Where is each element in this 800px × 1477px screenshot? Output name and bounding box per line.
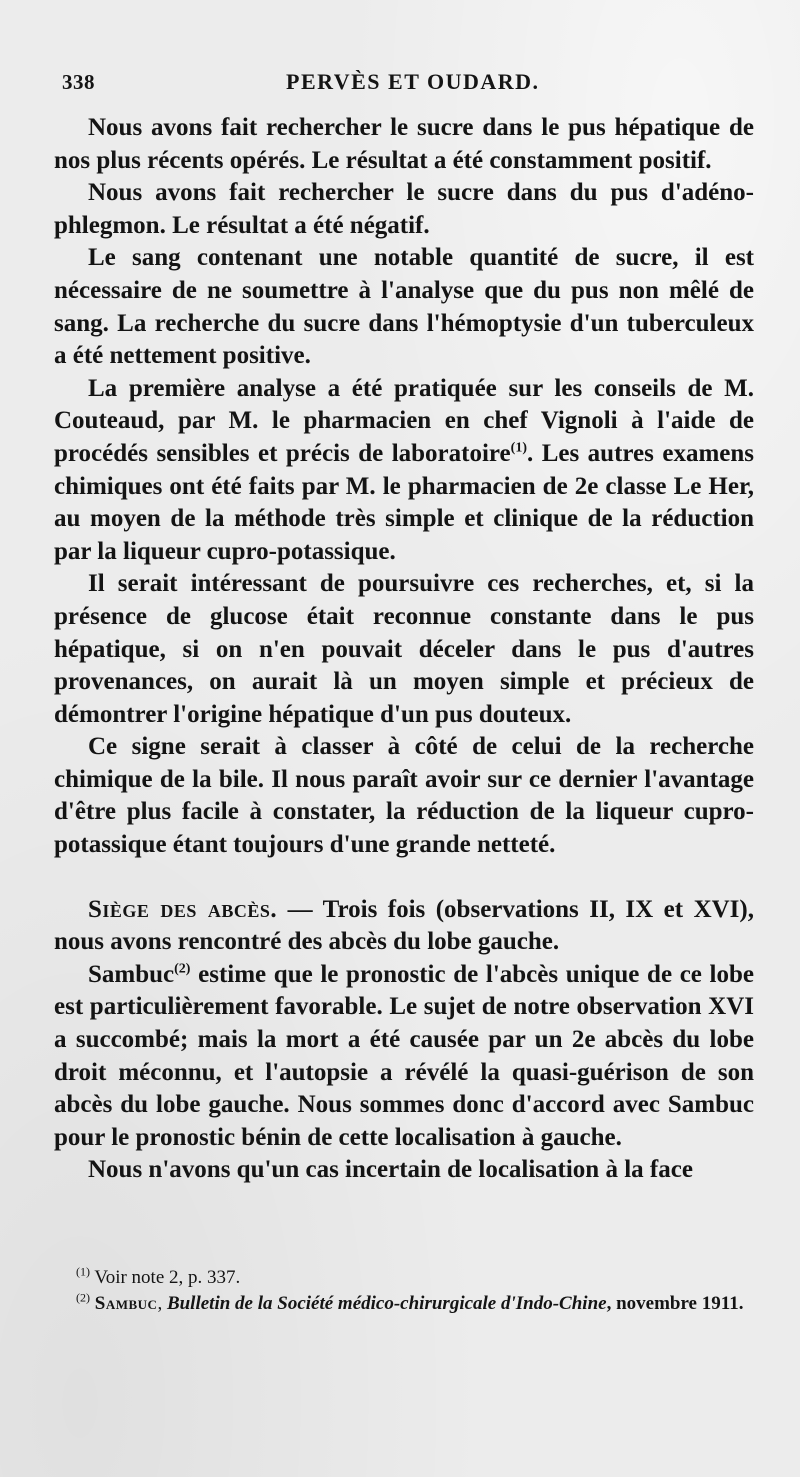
- footnotes: [54, 1265, 754, 1317]
- footnote-reference: (1): [510, 440, 527, 456]
- running-head: PERVÈS ET OUDARD.: [286, 69, 540, 94]
- footnote-text: Voir note 2, p. 337.: [94, 1267, 241, 1288]
- page-number: 338: [62, 70, 95, 94]
- section-dash: —: [277, 895, 323, 923]
- footnote-mark: (2): [76, 1290, 90, 1305]
- paragraph: Nous avons fait rechercher le sucre dans le pus hépatique de nos plus récents opérés. Le résultat a été constamment positif.: [54, 114, 754, 174]
- paragraph-text: La première analyse a été pratiquée sur les conseils de M. Couteaud, par M. le pharmacien en chef Vignoli à l'aide de procédés sensibles et précis de laboratoire: [54, 374, 754, 467]
- section-heading: Siège des abcès.: [88, 895, 278, 923]
- paragraph: [54, 959, 754, 1155]
- footnote-mark: (1): [76, 1264, 90, 1279]
- footnote: $^{(2)}$ Sambuc, Bulletin de la Société médico-chirurgicale d'Indo-Chine, novembre 1911.: [76, 1290, 744, 1314]
- page-header: [56, 64, 746, 104]
- footnote-text: , novembre 1911.: [606, 1293, 744, 1314]
- paragraph: Il serait intéressant de poursuivre ces recherches, et, si la présence de glucose était reconnue constante dans le pus hépatique, si on n'en pouvait déceler dans le pus d'autres provenances, on aurait là un moyen simple et précieux de démontrer l'origine hépatique d'un pus douteux.: [54, 570, 754, 728]
- paragraph-text: . Les autres examens chimiques ont été faits par M. le pharmacien de 2e classe Le Her, au moyen de la méthode très simple et clinique de la réduction par la liqueur cupro-potassique.: [54, 439, 754, 565]
- paragraph-text: Sambuc: [88, 960, 175, 988]
- body-text: [54, 112, 754, 1187]
- paragraph: Ce signe serait à classer à côté de celui de la recherche chimique de la bile. Il nous paraît avoir sur ce dernier l'avantage d'être plus facile à constater, la réduction de la liqueur cupro-potassique étant toujours d'une grande netteté.: [54, 733, 754, 859]
- paragraph: Le sang contenant une notable quantité de sucre, il est nécessaire de ne soumettre à l'analyse que du pus non mêlé de sang. La recherche du sucre dans l'hémoptysie d'un tuberculeux a été nettement positive.: [54, 244, 754, 370]
- paragraph: [54, 373, 754, 569]
- footnote-author: Sambuc: [94, 1293, 158, 1314]
- footnote-title: Bulletin de la Société médico-chirurgicale d'Indo-Chine: [166, 1293, 607, 1314]
- footnote: [54, 1265, 754, 1291]
- paragraph: Nous n'avons qu'un cas incertain de localisation à la face: [88, 1156, 693, 1184]
- paragraph-text: Trois fois (observations II, IX et XVI), nous avons rencontré des abcès du lobe gauche.: [54, 895, 754, 956]
- paragraph-text: estime que le pronostic de l'abcès unique de ce lobe est particulièrement favorable. Le sujet de notre observation XVI a succombé; mais la mort a été causée par un 2e abcès du lobe droit méconnu, et l'autopsie a révélé la quasi-guérison de son abcès du lobe gauche. Nous sommes donc d'accord avec Sambuc pour le pronostic bénin de cette localisation à gauche.: [54, 960, 754, 1151]
- section-paragraph: [54, 894, 754, 959]
- paragraph: Nous avons fait rechercher le sucre dans du pus d'adéno-phlegmon. Le résultat a été négatif.: [54, 179, 754, 239]
- footnote-reference: (2): [174, 961, 191, 977]
